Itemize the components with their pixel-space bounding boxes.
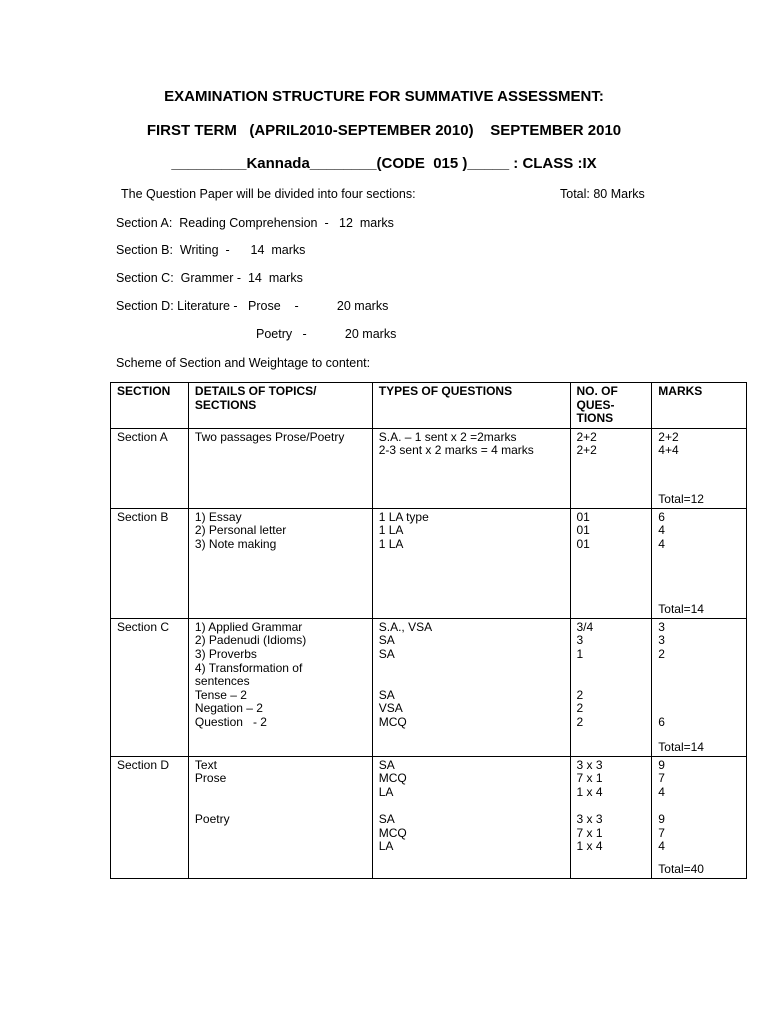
- scheme-title: Scheme of Section and Weightage to content:: [116, 356, 371, 370]
- doc-title: EXAMINATION STRUCTURE FOR SUMMATIVE ASSESSMENT:: [164, 88, 604, 105]
- section-total: Total=40: [658, 862, 704, 877]
- cell-types: S.A., VSA SA SA SA VSA MCQ: [372, 618, 570, 756]
- section-total: Total=12: [658, 492, 704, 507]
- cell-marks: 3 3 2 6 Total=14: [652, 618, 747, 756]
- cell-types: 1 LA type 1 LA 1 LA: [372, 508, 570, 618]
- cell-num-questions: 3 x 3 7 x 1 1 x 4 3 x 3 7 x 1 1 x 4: [570, 756, 652, 878]
- section-b-summary: Section B: Writing - 14 marks: [116, 243, 306, 257]
- cell-details: Two passages Prose/Poetry: [188, 428, 372, 508]
- table-row: [111, 508, 747, 618]
- doc-subject-line: _________Kannada________(CODE 015 )_____ : CLASS :IX: [171, 155, 597, 172]
- cell-details: 1) Essay 2) Personal letter 3) Note making: [188, 508, 372, 618]
- table-header-col-section: SECTION: [111, 383, 189, 429]
- section-total: Total=14: [658, 602, 704, 617]
- section-d-poetry-summary: Poetry - 20 marks: [256, 327, 397, 341]
- cell-types: SA MCQ LA SA MCQ LA: [372, 756, 570, 878]
- section-a-summary: Section A: Reading Comprehension - 12 marks: [116, 216, 394, 230]
- cell-num-questions: 01 01 01: [570, 508, 652, 618]
- table-row: [111, 428, 747, 508]
- cell-details: Text Prose Poetry: [188, 756, 372, 878]
- doc-term-line: FIRST TERM (APRIL2010-SEPTEMBER 2010) SEPTEMBER 2010: [146, 122, 622, 139]
- table-row: [111, 756, 747, 878]
- cell-marks: 9 7 4 9 7 4 Total=40: [652, 756, 747, 878]
- cell-section: Section C: [111, 618, 189, 756]
- section-d-summary: Section D: Literature - Prose - 20 marks: [116, 299, 389, 313]
- cell-section: Section A: [111, 428, 189, 508]
- intro-text: The Question Paper will be divided into four sections:: [121, 187, 416, 201]
- intro-total: Total: 80 Marks: [560, 187, 645, 201]
- table-header-row: [111, 383, 747, 429]
- cell-num-questions: 2+2 2+2: [570, 428, 652, 508]
- section-total: Total=14: [658, 740, 704, 755]
- table-header-col-marks: MARKS: [652, 383, 747, 429]
- cell-num-questions: 3/4 3 1 2 2 2: [570, 618, 652, 756]
- cell-section: Section B: [111, 508, 189, 618]
- table-header-col-details: DETAILS OF TOPICS/ SECTIONS: [188, 383, 372, 429]
- weightage-table: [110, 382, 747, 879]
- cell-details: 1) Applied Grammar 2) Padenudi (Idioms) 3) Proverbs 4) Transformation of sentences Tense – 2 Negation – 2 Question - 2: [188, 618, 372, 756]
- table-row: [111, 618, 747, 756]
- cell-marks: 6 4 4 Total=14: [652, 508, 747, 618]
- cell-types: S.A. – 1 sent x 2 =2marks 2-3 sent x 2 marks = 4 marks: [372, 428, 570, 508]
- table-header-col-num-questions: NO. OF QUES- TIONS: [570, 383, 652, 429]
- cell-marks: 2+2 4+4 Total=12: [652, 428, 747, 508]
- cell-section: Section D: [111, 756, 189, 878]
- table-header-col-types: TYPES OF QUESTIONS: [372, 383, 570, 429]
- section-c-summary: Section C: Grammer - 14 marks: [116, 271, 303, 285]
